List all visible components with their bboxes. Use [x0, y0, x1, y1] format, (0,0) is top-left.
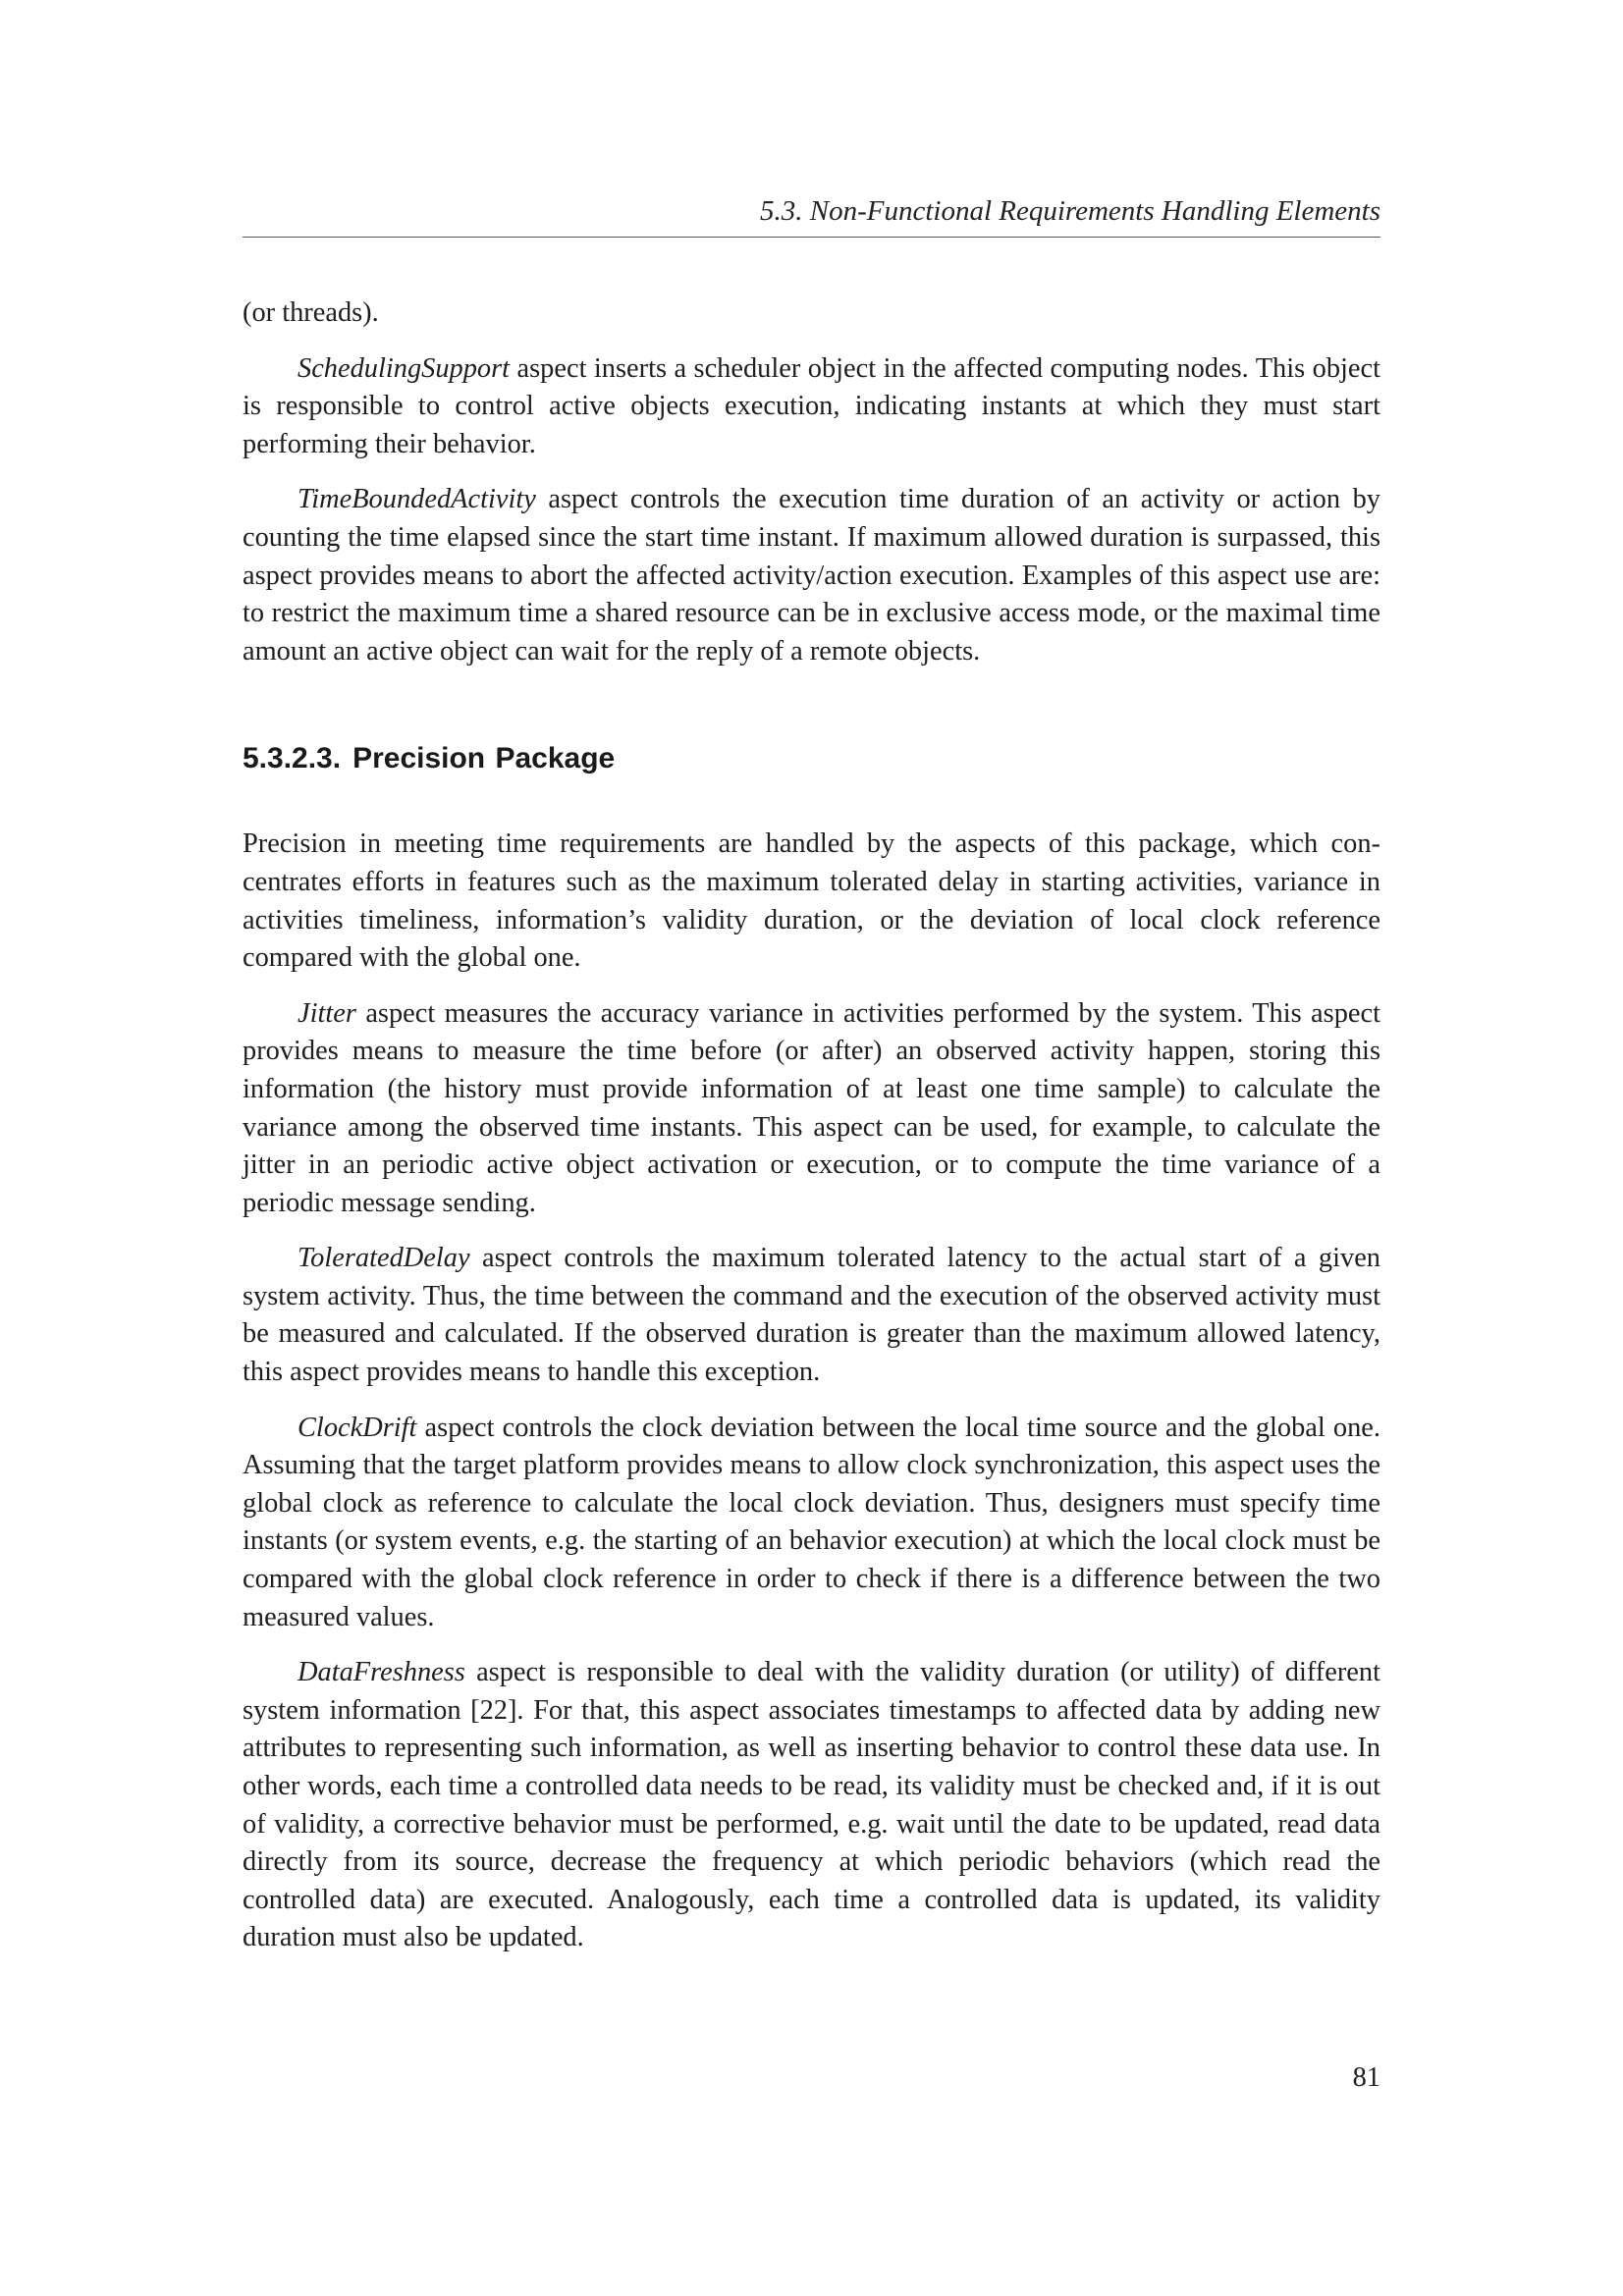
- paragraph-clock-drift: [243, 1410, 1380, 1637]
- term-jitter: Jitter: [298, 997, 356, 1029]
- paragraph-continuation: (or threads).: [243, 297, 379, 328]
- term-scheduling-support: SchedulingSupport: [298, 352, 511, 384]
- section-heading: [243, 741, 1380, 776]
- running-head: 5.3. Non-Functional Requirements Handling Elements: [760, 195, 1380, 227]
- paragraph-text: aspect controls the execution time duration of an activity or action by counting the time elapsed since the start time instant. If maximum allowed duration is surpassed, this aspect provides means to abort the affected activity/action execution. Examples of this aspect use are: to restrict the maximum time a shared resource can be in exclusive access mode, or the maximal time amount an active object can wait for the reply of a remote objects.: [243, 484, 1380, 667]
- term-tolerated-delay: ToleratedDelay: [298, 1243, 470, 1274]
- paragraph-tolerated-delay: [243, 1240, 1380, 1391]
- paragraph-text: aspect measures the accuracy variance in activities performed by the system. This aspect provides means to measure the time before (or after) an observed activity happen, storing this information (the history must provide information of at least one time sample) to calculate the variance among the observed time instants. This aspect can be used, for example, to calculate the jitter in an periodic active object activation or execution, or to compute the time variance of a periodic message sending.: [243, 997, 1380, 1218]
- page-body: [243, 294, 1380, 1957]
- paragraph-text: aspect inserts a scheduler object in the affected computing nodes. This object is responsible to control active objects execution, indicating instants at which they must start performing their behavior.: [243, 352, 1380, 459]
- paragraph-text: aspect controls the clock deviation between the local time source and the global one. Assuming that the target platform provides means to allow clock synchronization, this aspect uses the global clock as reference to calculate the local clock deviation. Thus, designers must specify time instants (or system events, e.g. the starting of an behavior execution) at which the local clock must be compared with the global clock reference in order to check if there is a difference between the two measured values.: [243, 1412, 1380, 1632]
- section-number: 5.3.2.3.: [243, 742, 342, 775]
- section-title: Precision Package: [352, 742, 616, 775]
- paragraph-time-bounded-activity: [243, 481, 1380, 670]
- term-clock-drift: ClockDrift: [298, 1412, 417, 1443]
- paragraph-text: aspect is responsible to deal with the validity duration (or utility) of different system information [22]. For that, this aspect associates timestamps to affected data by adding new attributes to representing such information, as well as inserting behavior to control these data use. In other words, each time a controlled data needs to be read, its validity must be checked and, if it is out of validity, a corrective behavior must be performed, e.g. wait until the date to be updated, read data directly from its source, decrease the frequency at which periodic behaviors (which read the controlled data) are executed. Analogously, each time a controlled data is updated, its validity duration must also be updated.: [243, 1657, 1380, 1953]
- term-data-freshness: DataFreshness: [298, 1657, 465, 1688]
- page-number: 81: [1352, 2062, 1380, 2093]
- paragraph-scheduling-support: [243, 350, 1380, 464]
- paragraph-jitter: [243, 995, 1380, 1223]
- term-time-bounded-activity: TimeBoundedActivity: [298, 484, 536, 515]
- paragraph-precision-intro: Precision in meeting time requirements are handled by the aspects of this package, which concentrates efforts in features such as the maximum tolerated delay in starting activities, variance in activities timeliness, information’s validity duration, or the deviation of local clock reference compared with the global one.: [243, 828, 1380, 974]
- paragraph-text: aspect controls the maximum tolerated latency to the actual start of a given system activity. Thus, the time between the command and the execution of the observed activity must be measured and calculated. If the observed duration is greater than the maximum allowed latency, this aspect provides means to handle this exception.: [243, 1243, 1380, 1388]
- paragraph-data-freshness: [243, 1654, 1380, 1957]
- page-header: [243, 192, 1380, 238]
